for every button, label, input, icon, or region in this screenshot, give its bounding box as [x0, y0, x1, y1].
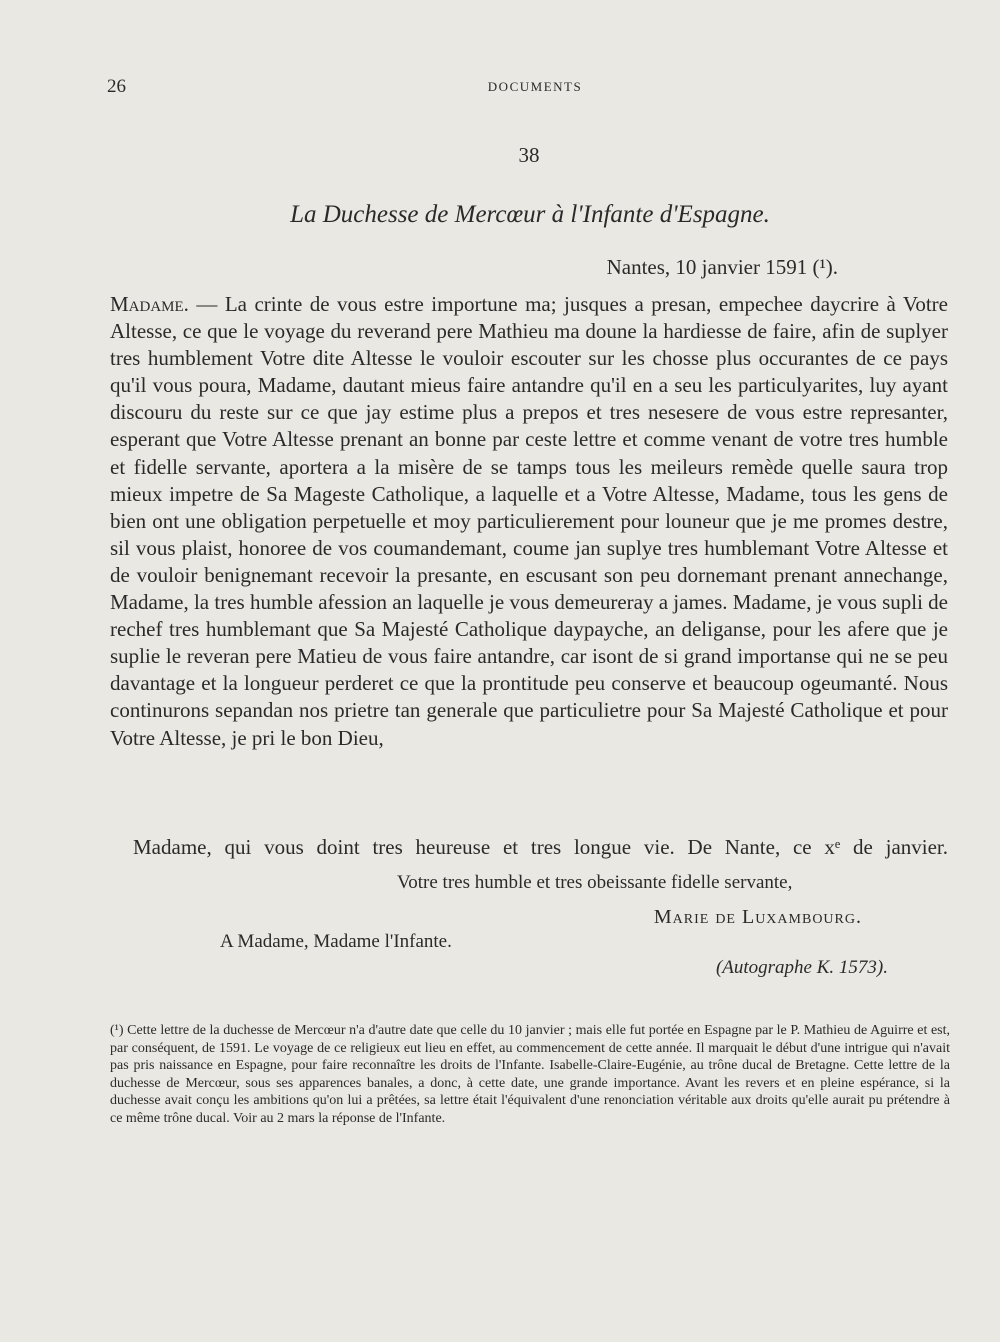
address-line: A Madame, Madame l'Infante.	[220, 931, 452, 952]
footnote-text: Cette lettre de la duchesse de Mercœur n'a d'autre date que celle du 10 janvier ; mais elle fut portée en Espagne par le P. Mathieu de Aguirre et est, par conséquent, de 1591. Le voyage de ce religieux eut lieu en effet, au commencement de cette année. Il marquait le début d'une intrigue qui n'avait pas pris naissance en Espagne, pour faire reconnaître les droits de l'Infante. Isabelle-Claire-Eugénie, au trône ducal de Bretagne. Cette lettre de la duchesse de Mercœur, sous ses apparences banales, a donc, à cette date, une grande importance. Avant les revers et en pleine espérance, si la duchesse avait conçu les ambitions qu'on lui a prêtées, sa lettre était l'équivalent d'une renonciation véritable aux droits qu'elle aurait pu prétendre à ce même trône ducal. Voir au 2 mars la réponse de l'Infante.	[110, 1023, 950, 1126]
page-number: 26	[107, 76, 126, 97]
letter-body	[110, 291, 948, 752]
subscription: Votre tres humble et tres obeissante fidelle servante,	[397, 872, 793, 893]
letter-text: — La crinte de vous estre importune ma; jusques a presan, empechee daycrire à Votre Altesse, ce que le voyage du reverand pere Mathieu ma doune la hardiesse de faire, afin de suplyer tres humblement Votre dite Altesse le vouloir escouter sur les chosse plus occurantes de ce pays qu'il vous poura, Madame, dautant mieus faire antandre qu'il en a seu les particulyarites, luy ayant discouru du reste sur ce que jay estime plus a prepos et tres nesesere de vous estre represanter, esperant que Votre Altesse prenant an bonne par ceste lettre et comme venant de votre tres humble et fidelle servante, aportera a la misère de se tamps tous les meileurs remède quelle saura trop mieux impetre de Sa Mageste Catholique, a laquelle et a Votre Altesse, Madame, tous les gens de bien ont une obligation perpetuelle et moy particulierement pour louneur que je me promes destre, sil vous plaist, honoree de vos coumandemant, coume jan suplye tres humblemant Votre Altesse et de vouloir benignemant recevoir la presante, en escusant son peu dornemant prenant annechange, Madame, la tres humble afession an laquelle je vous demeureray a james. Madame, je vous supli de rechef tres humblemant que Sa Majesté Catholique daypayche, an deliganse, pour les afere que je suplie le reveran pere Matieu de vous faire antandre, car isont de si grand importanse qui ne se peu davantage et la longueur perderet ce que la prontitude peu conserve et beaucoup ogeumanté. Nous continurons sepandan nos prietre tan generale que particulietre pour Sa Majesté Catholique et pour Votre Altesse, je pri le bon Dieu,	[110, 292, 948, 750]
salutation: Madame.	[110, 292, 189, 316]
running-head: DOCUMENTS	[487, 79, 583, 94]
letter-closing: Madame, qui vous doint tres heureuse et tres longue vie. De Nante, ce xᵉ de janvier.	[133, 835, 948, 859]
signature: Marie de Luxambourg.	[653, 906, 862, 928]
document-number: 38	[518, 143, 540, 167]
footnote	[110, 1022, 950, 1127]
footnote-marker: (¹)	[110, 1023, 124, 1038]
source-reference: (Autographe K. 1573).	[715, 957, 888, 978]
dateline: Nantes, 10 janvier 1591 (¹).	[606, 255, 838, 279]
document-title: La Duchesse de Mercœur à l'Infante d'Espagne.	[290, 201, 770, 228]
